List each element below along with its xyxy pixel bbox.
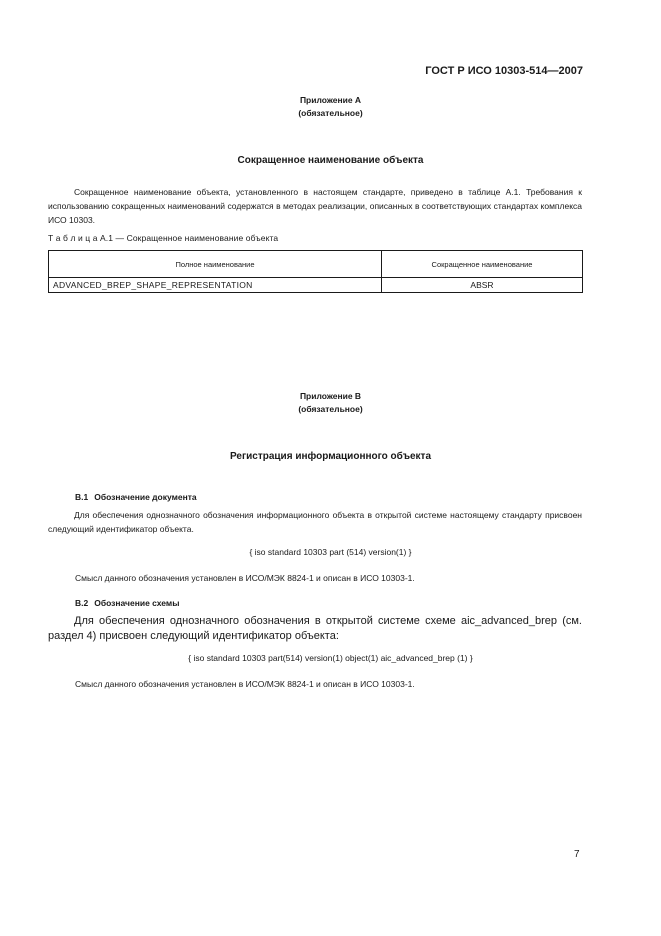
appendix-a-status: (обязательное) [298,108,363,118]
section-b1-identifier: { iso standard 10303 part (514) version(1) } [249,547,412,557]
section-b1-note: Смысл данного обозначения установлен в ИСО/МЭК 8824-1 и описан в ИСО 10303-1. [75,573,415,583]
appendix-b-heading: Регистрация информационного объекта [229,451,432,462]
section-b1-title: Обозначение документа [94,492,197,502]
document-header-id: ГОСТ Р ИСО 10303-514—2007 [425,65,583,77]
table-header-full-name: Полное наименование [49,251,382,278]
appendix-a-heading: Сокращенное наименование объекта [237,155,424,166]
table-cell-full-name: ADVANCED_BREP_SHAPE_REPRESENTATION [49,278,382,293]
appendix-a-title: Приложение А [299,95,362,105]
table-a1-caption: Т а б л и ц а А.1 — Сокращенное наименование объекта [48,233,279,243]
section-b1-number: В.1 [75,492,89,502]
section-b1-paragraph: Для обеспечения однозначного обозначения информационного объекта в открытой системе настоящему стандарту присвоен следующий идентификатор объекта. [48,510,582,534]
appendix-a-paragraph: Сокращенное наименование объекта, установленного в настоящем стандарте, приведено в таблице А.1. Требования к использованию сокращенных наименований содержатся в методах реализации, описанных в соответствующих стандартах комплекса ИСО 10303. [48,187,582,225]
section-b2-heading [75,598,179,608]
section-b2-title: Обозначение схемы [94,598,180,608]
table-header-row [49,251,583,278]
table-row [49,278,583,293]
table-a1 [48,250,583,293]
section-b2-paragraph: Для обеспечения однозначного обозначения в открытой системе схеме aic_advanced_brep (см. раздел 4) присвоен следующий идентификатор объекта: [48,615,582,642]
table-cell-short-name: ABSR [382,278,583,293]
section-b2-identifier: { iso standard 10303 part(514) version(1) object(1) aic_advanced_brep (1) } [188,653,473,663]
appendix-b-title: Приложение В [299,391,362,401]
table-header-short-name: Сокращенное наименование [382,251,583,278]
appendix-b-status: (обязательное) [298,404,363,414]
section-b2-number: В.2 [75,598,89,608]
section-b1-heading [75,492,197,502]
section-b2-note: Смысл данного обозначения установлен в ИСО/МЭК 8824-1 и описан в ИСО 10303-1. [75,679,415,689]
page-number: 7 [574,849,580,860]
